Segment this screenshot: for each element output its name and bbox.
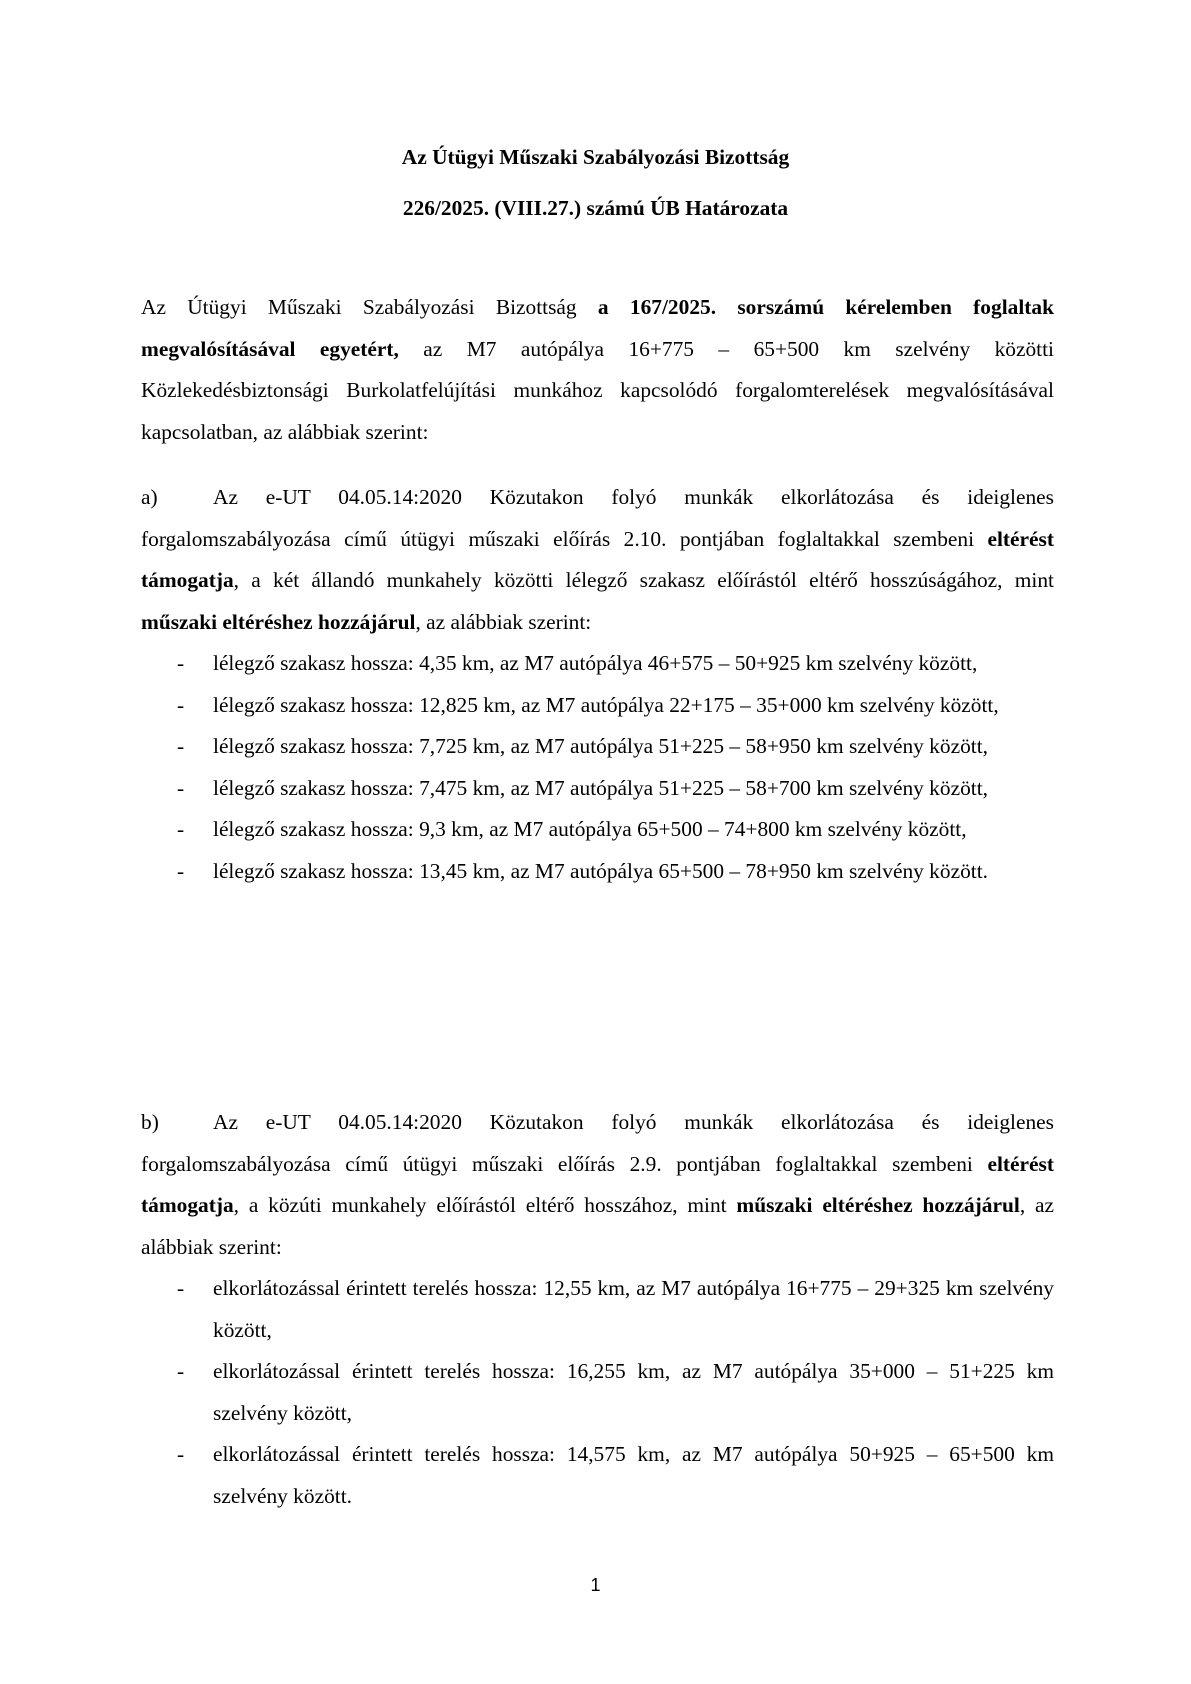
list-item-text: lélegző szakasz hossza: 7,475 km, az M7 autópálya 51+225 – 58+700 km szelvény között, [213,775,988,800]
document-title-resolution: 226/2025. (VIII.27.) számú ÚB Határozata [402,196,789,220]
list-item [141,643,1054,685]
document-title-committee: Az Útügyi Műszaki Szabályozási Bizottság [401,145,790,169]
list-item-text: lélegző szakasz hossza: 9,3 km, az M7 autópálya 65+500 – 74+800 km szelvény között, [213,817,967,841]
section-a-bold-2: műszaki eltéréshez hozzájárul [141,609,416,634]
section-a-text-3: , az alábbiak szerint: [415,609,592,634]
list-item-text: elkorlátozással érintett terelés hossza: 12,55 km, az M7 autópálya 16+775 – 29+325 km szelvény között, [213,1276,1054,1342]
section-b-list [141,1268,1054,1517]
section-a-paragraph [141,477,1054,643]
list-item-text: lélegző szakasz hossza: 13,45 km, az M7 autópálya 65+500 – 78+950 km szelvény között. [213,858,988,883]
section-a-label: a) [141,485,158,509]
page-number: 1 [590,1575,601,1595]
section-b-text-2: , a közúti munkahely előírástól eltérő hosszához, mint [233,1193,737,1217]
list-item-text: lélegző szakasz hossza: 4,35 km, az M7 autópálya 46+575 – 50+925 km szelvény között, [213,651,978,675]
dash-marker: - [177,817,185,841]
section-b-bold-2: műszaki eltéréshez hozzájárul [736,1193,1020,1217]
section-a [141,477,1054,892]
list-item [141,1434,1054,1517]
section-b-bold-1: eltérést támogatja [141,1151,1054,1217]
dash-marker: - [177,1276,185,1300]
list-item [141,768,1054,810]
dash-marker: - [177,734,185,758]
dash-marker: - [177,1359,185,1383]
section-a-bold-1: eltérést támogatja [141,526,1054,592]
list-item-text: lélegző szakasz hossza: 12,825 km, az M7 autópálya 22+175 – 35+000 km szelvény között, [213,692,999,717]
list-item [141,809,1054,851]
section-a-text-2: , a két állandó munkahely közötti lélegző szakasz előírástól eltérő hosszúságához, mint [233,568,1054,592]
intro-text-1: Az Útügyi Műszaki Szabályozási Bizottság [141,295,598,319]
dash-marker: - [177,651,185,675]
list-item-text: elkorlátozással érintett terelés hossza: 16,255 km, az M7 autópálya 35+000 – 51+225 km szelvény között, [213,1359,1054,1425]
list-item [141,851,1054,893]
dash-marker: - [177,1442,185,1466]
section-a-text-1: Az e-UT 04.05.14:2020 Közutakon folyó munkák elkorlátozása és ideiglenes forgalomszabályozása című útügyi műszaki előírás 2.10. pontjában foglaltakkal szembeni [141,485,1054,551]
intro-paragraph [141,287,1054,453]
section-b-label: b) [141,1110,159,1134]
intro-bold-text: a 167/2025. sorszámú kérelemben foglaltak megvalósításával egyetért, [141,295,1054,361]
dash-marker: - [177,858,185,883]
section-a-list [141,643,1054,892]
list-item-text: elkorlátozással érintett terelés hossza: 14,575 km, az M7 autópálya 50+925 – 65+500 km szelvény között. [213,1442,1054,1508]
list-item [141,685,1054,727]
list-item [141,1268,1054,1351]
list-item [141,1351,1054,1434]
list-item-text: lélegző szakasz hossza: 7,725 km, az M7 autópálya 51+225 – 58+950 km szelvény között, [213,734,988,758]
section-b-text-1: Az e-UT 04.05.14:2020 Közutakon folyó munkák elkorlátozása és ideiglenes forgalomszabályozása című útügyi műszaki előírás 2.9. pontjában foglaltakkal szembeni [141,1110,1054,1176]
dash-marker: - [177,775,185,800]
list-item [141,726,1054,768]
section-b-text-3: , az alábbiak szerint: [141,1193,1054,1259]
section-b-paragraph [141,1102,1054,1268]
dash-marker: - [177,692,185,717]
intro-text-2: az M7 autópálya 16+775 – 65+500 km szelvény közötti Közlekedésbiztonsági Burkolatfelújítási munkához kapcsolódó forgalomterelések megvalósításával kapcsolatban, az alábbiak szerint: [141,336,1054,444]
section-b [141,1102,1054,1517]
